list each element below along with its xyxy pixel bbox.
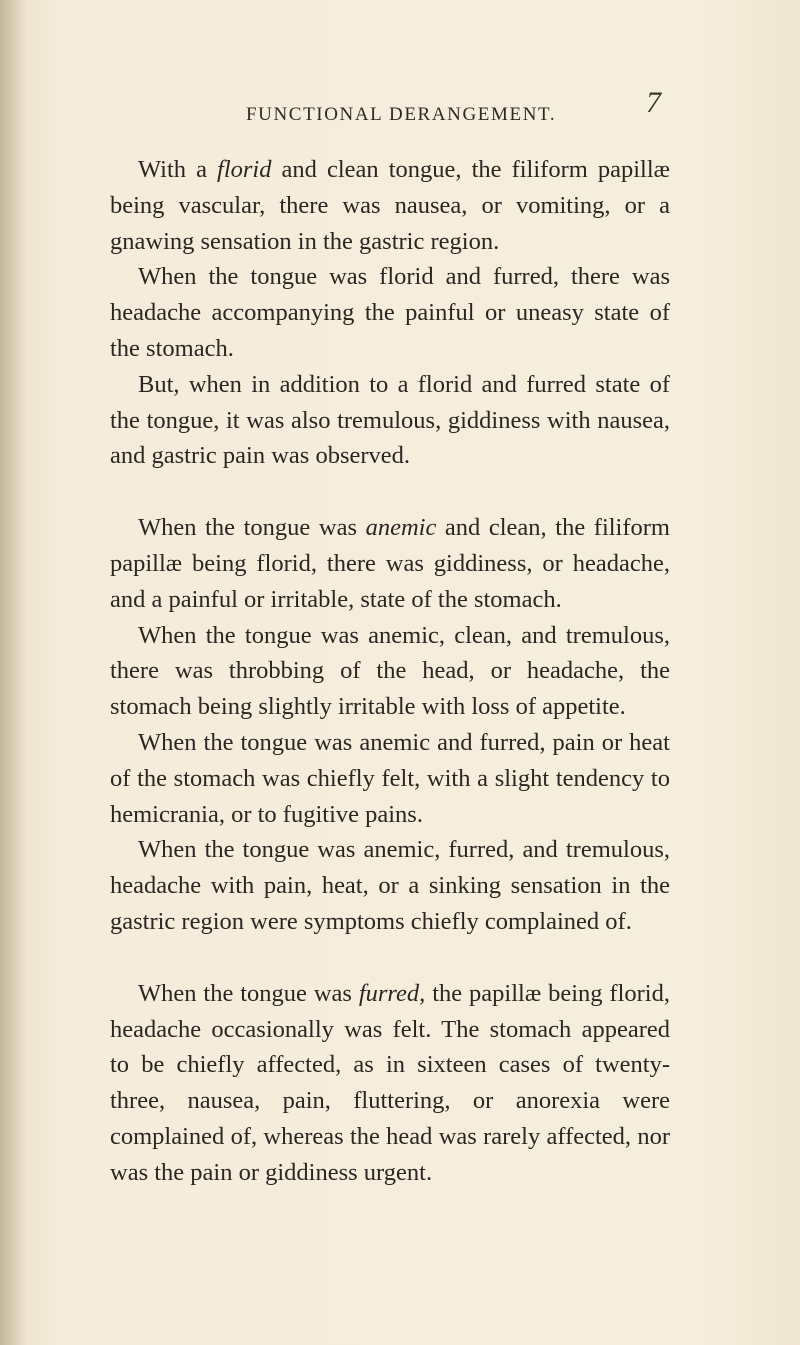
paragraph-text: and clean, the filiform papillæ being florid, there was giddiness, or headache, and a painful or irritable, state of the stomach.	[110, 514, 670, 613]
page-gutter-shadow	[0, 0, 28, 1345]
paragraph-text: When the tongue was	[138, 979, 359, 1007]
paragraph-text: When the tongue was anemic and furred, pain or heat of the stomach was chiefly felt, with a slight tendency to hemicrania, or to fugitive pains.	[110, 728, 670, 828]
paragraph-text: When the tongue was anemic, clean, and tremulous, there was throbbing of the head, or headache, the stomach being slightly irritable with loss of appetite.	[110, 621, 670, 721]
running-title: FUNCTIONAL DERANGEMENT.	[246, 104, 557, 125]
paragraph-text: the papillæ being florid, headache occasionally was felt. The stomach appeared to be chiefly affected, as in sixteen cases of twenty-three, nausea, pain, fluttering, or anorexia were complained of, whereas the head was rarely affected, nor was the pain or giddiness urgent.	[110, 979, 670, 1186]
paragraph-anemic-clean-tremulous	[110, 618, 670, 725]
paragraph-florid-furred	[110, 259, 670, 366]
paragraph-florid-clean	[110, 152, 670, 259]
emphasis-term: anemic	[365, 514, 437, 542]
emphasis-term: furred,	[358, 979, 426, 1007]
paragraph-furred	[110, 976, 670, 1191]
emphasis-term: florid	[217, 156, 272, 183]
paragraph-anemic-clean	[110, 510, 670, 617]
paragraph-text: When the tongue was	[138, 514, 366, 542]
body-text	[110, 152, 670, 1191]
page-number: 7	[646, 86, 661, 119]
paragraph-text: With a	[138, 156, 218, 183]
paragraph-anemic-furred	[110, 725, 670, 832]
paragraph-anemic-furred-tremulous	[110, 832, 670, 939]
paragraph-text: But, when in addition to a florid and furred state of the tongue, it was also tremulous, giddiness with nausea, and gastric pain was observed.	[110, 370, 670, 470]
paragraph-text: When the tongue was florid and furred, there was headache accompanying the painful or uneasy state of the stomach.	[110, 263, 670, 362]
paragraph-text: When the tongue was anemic, furred, and tremulous, headache with pain, heat, or a sinking sensation in the gastric region were symptoms chiefly complained of.	[110, 836, 670, 935]
paragraph-florid-furred-tremulous	[110, 367, 670, 474]
paragraph-text: and clean tongue, the filiform papillæ being vascular, there was nausea, or vomiting, or a gnawing sensation in the gastric region.	[110, 156, 670, 255]
